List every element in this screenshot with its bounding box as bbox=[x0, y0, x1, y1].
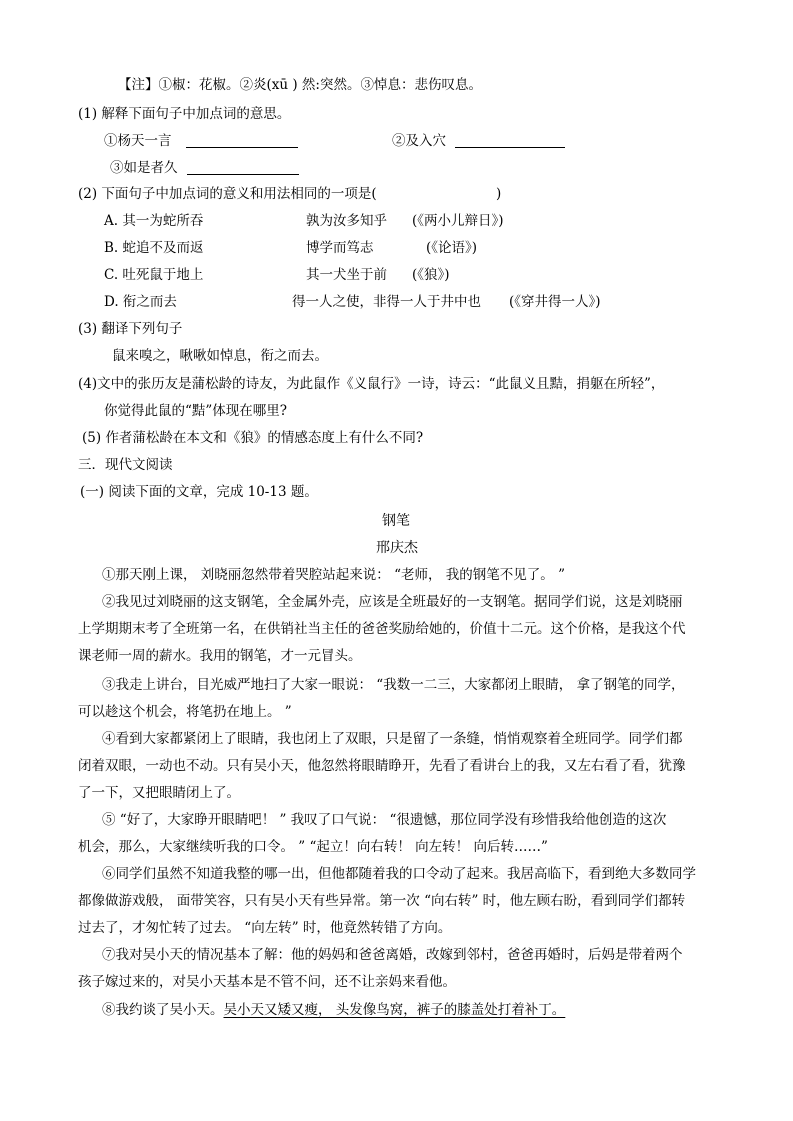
article-line-10: ⑤ “好了，大家睁开眼睛吧！ ” 我叹了口气说： “很遗憾，那位同学没有珍惜我给他创造的这次 bbox=[102, 812, 667, 828]
q1-prompt: (1) 解释下面句子中加点词的意思。 bbox=[78, 106, 291, 122]
q2-option-c-source: (《狼》) bbox=[412, 267, 450, 283]
q2-option-a-left: A. 其一为蛇所吞 bbox=[104, 213, 204, 229]
article-line-3: 上学期期末考了全班第一名，在供销社当主任的爸爸奖励给她的，价值十二元。这个价格，是我这个代 bbox=[78, 621, 686, 637]
section-3-heading: 三．现代文阅读 bbox=[78, 457, 173, 473]
q2-option-b-right: 博学而笃志 bbox=[306, 240, 374, 256]
q1-item-a: ①杨天一言 bbox=[104, 133, 172, 149]
article-line-14: 过去了，才匆忙转了过去。 “向左转” 时，他竟然转错了方向。 bbox=[78, 920, 452, 936]
q2-close-paren: ) bbox=[496, 186, 502, 202]
article-line-9: 了一下，又把眼睛闭上了。 bbox=[78, 785, 240, 801]
q1-answer-blank-a[interactable] bbox=[186, 147, 298, 148]
article-title: 钢笔 bbox=[382, 513, 410, 529]
article-line-12: ⑥同学们虽然不知道我整的哪一出，但他都随着我的口令动了起来。我居高临下，看到绝大多数同学 bbox=[102, 866, 696, 882]
q2-option-c-right: 其一犬坐于前 bbox=[306, 267, 387, 283]
article-line-16: 孩子嫁过来的，对吴小天基本是不管不问，还不让亲妈来看他。 bbox=[78, 974, 456, 990]
q3-prompt: (3) 翻译下列句子 bbox=[78, 321, 183, 337]
article-line-11: 机会，那么，大家继续听我的口令。 ” “起立！向右转！ 向左转！ 向后转……” bbox=[78, 839, 548, 855]
section-3-subheading: (一) 阅读下面的文章，完成 10-13 题。 bbox=[80, 484, 318, 500]
article-line-5: ③我走上讲台，目光威严地扫了大家一眼说： “我数一二三，大家都闭上眼睛， 拿了钢笔的同学， bbox=[102, 677, 685, 693]
q2-option-d-left: D. 衔之而去 bbox=[104, 294, 177, 310]
q1-answer-blank-b[interactable] bbox=[455, 147, 565, 148]
article-underlined-sentence: 吴小天又矮又瘦， 头发像鸟窝，裤子的膝盖处打着补丁。 bbox=[223, 1002, 566, 1018]
q2-option-d-right: 得一人之使，非得一人于井中也 bbox=[292, 294, 481, 310]
q2-option-c-left: C. 吐死鼠于地上 bbox=[104, 267, 204, 283]
article-author: 邢庆杰 bbox=[376, 540, 418, 556]
q2-option-d-source: (《穿井得一人》) bbox=[509, 294, 601, 310]
q2-option-a-right: 孰为汝多知乎 bbox=[306, 213, 387, 229]
q2-option-b-source: (《论语》) bbox=[426, 240, 478, 256]
article-line-1: ①那天刚上课， 刘晓丽忽然带着哭腔站起来说： “老师， 我的钢笔不见了。 ” bbox=[102, 567, 565, 583]
q3-sentence: 鼠来嗅之，啾啾如悼息，衔之而去。 bbox=[112, 348, 328, 364]
article-line-2: ②我见过刘晓丽的这支钢笔，全金属外壳，应该是全班最好的一支钢笔。据同学们说，这是刘晓丽 bbox=[102, 594, 683, 610]
q2-option-b-left: B. 蛇追不及而返 bbox=[104, 240, 204, 256]
article-line-8: 闭着双眼，一动也不动。只有吴小天，他忽然将眼睛睁开，先看了看讲台上的我，又左右看了看，犹豫 bbox=[78, 758, 686, 774]
q1-answer-blank-c[interactable] bbox=[187, 174, 299, 175]
q5-prompt: (5) 作者蒲松龄在本文和《狼》的情感态度上有什么不同? bbox=[82, 430, 424, 446]
article-line-17-prefix: ⑧我约谈了吴小天。 bbox=[102, 1002, 224, 1018]
q2-prompt: (2) 下面句子中加点词的意义和用法相同的一项是( bbox=[78, 186, 377, 202]
article-line-13: 都像做游戏般， 面带笑容，只有吴小天有些异常。第一次 “向右转” 时，他左顾右盼，看到同学们都转 bbox=[78, 893, 686, 909]
article-line-4: 课老师一周的薪水。我用的钢笔，才一元冒头。 bbox=[78, 648, 362, 664]
note-line: 【注】①椒：花椒。②炎(xū ) 然:突然。③悼息：悲伤叹息。 bbox=[118, 77, 482, 93]
q2-option-a-source: (《两小儿辩日》) bbox=[412, 213, 504, 229]
q1-item-c: ③如是者久 bbox=[110, 160, 178, 176]
q4-line-2: 你觉得此鼠的“黠”体现在哪里? bbox=[104, 403, 288, 419]
article-line-6: 可以趁这个机会，将笔扔在地上。 ” bbox=[78, 704, 292, 720]
article-line-15: ⑦我对吴小天的情况基本了解：他的妈妈和爸爸离婚，改嫁到邻村，爸爸再婚时，后妈是带着两个 bbox=[102, 947, 683, 963]
q1-item-b: ②及入穴 bbox=[392, 133, 446, 149]
article-line-17 bbox=[102, 1000, 565, 1020]
q4-line-1: (4)文中的张历友是蒲松龄的诗友，为此鼠作《义鼠行》一诗，诗云：“此鼠义且黠，捐躯在所轻”， bbox=[78, 376, 665, 392]
article-line-7: ④看到大家都紧闭上了眼睛，我也闭上了双眼，只是留了一条缝，悄悄观察着全班同学。同学们都 bbox=[102, 731, 683, 747]
